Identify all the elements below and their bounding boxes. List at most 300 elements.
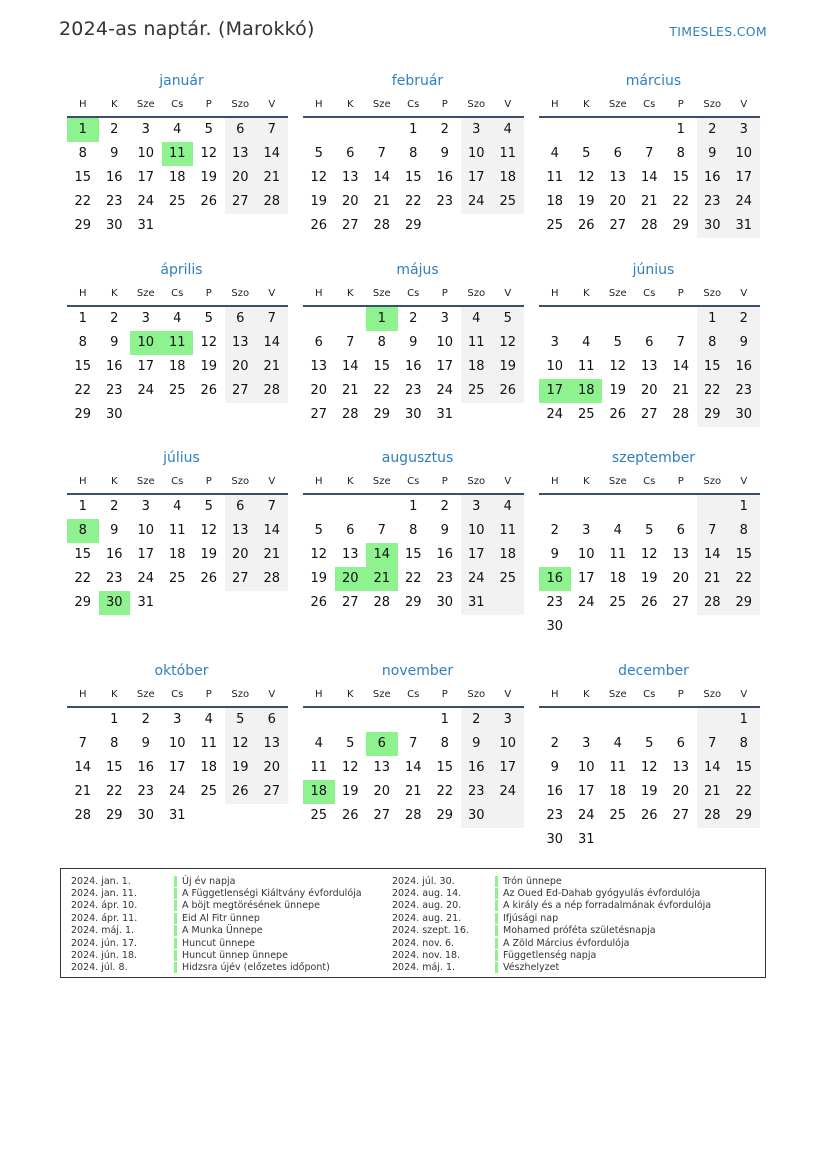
day-cell: 30 xyxy=(546,832,564,847)
legend-date: 2024. aug. 20. xyxy=(392,900,462,912)
week-row xyxy=(67,591,288,615)
day-cell: 5 xyxy=(204,499,213,514)
day-cell: 4 xyxy=(173,311,182,326)
day-cell: 7 xyxy=(409,736,418,751)
day-cell: 6 xyxy=(256,708,288,732)
legend-color-marker xyxy=(495,913,498,924)
holiday-day-cell: 10 xyxy=(130,331,162,355)
day-cell: 25 xyxy=(546,218,564,233)
day-cell: 27 xyxy=(256,780,288,804)
day-cell: 6 xyxy=(346,523,355,538)
day-cell: 24 xyxy=(577,808,595,823)
day-cell: 4 xyxy=(204,712,213,727)
legend-date: 2024. jan. 1. xyxy=(71,875,131,887)
day-cell: 31 xyxy=(461,591,493,615)
day-cell: 7 xyxy=(377,146,386,161)
day-cell: 30 xyxy=(105,218,123,233)
day-cell: 27 xyxy=(310,407,328,422)
legend-row xyxy=(71,875,362,887)
weekday-label: H xyxy=(78,288,87,299)
brand-link[interactable]: TIMESLES.COM xyxy=(669,24,767,39)
week-row xyxy=(303,142,524,166)
holiday-day-cell: 11 xyxy=(162,331,194,355)
day-cell: 9 xyxy=(409,335,418,350)
holiday-day-cell: 30 xyxy=(99,591,131,615)
day-cell: 2 xyxy=(409,311,418,326)
month-szeptember xyxy=(539,448,760,639)
empty-cell xyxy=(303,307,335,331)
day-cell: 25 xyxy=(609,595,627,610)
day-cell: 16 xyxy=(404,359,422,374)
weekday-label: K xyxy=(582,689,590,700)
empty-cell xyxy=(303,118,335,142)
empty-cell xyxy=(571,495,603,519)
day-cell: 17 xyxy=(137,359,155,374)
legend-date: 2024. nov. 18. xyxy=(392,950,461,962)
week-row xyxy=(539,166,760,190)
day-cell: 1 xyxy=(78,311,87,326)
empty-cell xyxy=(398,708,430,732)
day-cell: 7 xyxy=(256,495,288,519)
empty-cell xyxy=(539,118,571,142)
empty-cell xyxy=(634,708,666,732)
day-cell: 21 xyxy=(341,383,359,398)
day-cell: 12 xyxy=(341,760,359,775)
weekday-label: K xyxy=(110,288,118,299)
weekday-label: Sze xyxy=(372,288,391,299)
day-cell: 17 xyxy=(492,756,524,780)
day-cell: 11 xyxy=(200,736,218,751)
day-cell: 27 xyxy=(672,595,690,610)
day-cell: 22 xyxy=(672,194,690,209)
empty-cell xyxy=(634,307,666,331)
day-cell: 20 xyxy=(256,756,288,780)
empty-cell xyxy=(366,118,398,142)
day-cell: 16 xyxy=(728,355,760,379)
day-cell: 25 xyxy=(168,571,186,586)
day-cell: 13 xyxy=(640,359,658,374)
day-cell: 16 xyxy=(105,547,123,562)
weekday-label: P xyxy=(677,689,684,700)
day-cell: 19 xyxy=(310,194,328,209)
day-cell: 8 xyxy=(440,736,449,751)
day-cell: 10 xyxy=(436,335,454,350)
day-cell: 2 xyxy=(110,311,119,326)
month-name: szeptember xyxy=(611,450,696,466)
day-cell: 31 xyxy=(577,832,595,847)
day-cell: 6 xyxy=(225,118,257,142)
day-cell: 26 xyxy=(341,808,359,823)
empty-cell xyxy=(225,591,257,615)
empty-cell xyxy=(697,828,729,852)
day-cell: 3 xyxy=(582,523,591,538)
week-row xyxy=(67,142,288,166)
day-cell: 22 xyxy=(436,784,454,799)
holiday-legend xyxy=(60,868,766,978)
empty-cell xyxy=(602,307,634,331)
weekday-header-row xyxy=(539,471,760,493)
day-cell: 7 xyxy=(697,732,729,756)
week-row xyxy=(67,379,288,403)
month-name: február xyxy=(391,73,444,89)
day-cell: 15 xyxy=(74,547,92,562)
day-cell: 13 xyxy=(672,760,690,775)
day-cell: 6 xyxy=(645,335,654,350)
day-cell: 29 xyxy=(74,407,92,422)
week-row xyxy=(303,403,524,427)
legend-holiday-name: Függetlenség napja xyxy=(503,950,597,962)
weekday-label: Sze xyxy=(372,476,391,487)
day-cell: 3 xyxy=(728,118,760,142)
month-name: október xyxy=(154,663,209,679)
day-cell: 5 xyxy=(204,122,213,137)
day-cell: 27 xyxy=(341,218,359,233)
day-cell: 21 xyxy=(697,567,729,591)
day-cell: 15 xyxy=(404,547,422,562)
day-cell: 10 xyxy=(137,523,155,538)
day-cell: 1 xyxy=(409,122,418,137)
day-cell: 3 xyxy=(492,708,524,732)
weekday-label: V xyxy=(268,476,276,487)
legend-date: 2024. jún. 17. xyxy=(71,937,138,949)
day-cell: 20 xyxy=(310,383,328,398)
legend-column-left xyxy=(71,875,362,974)
day-cell: 28 xyxy=(640,218,658,233)
day-cell: 9 xyxy=(440,146,449,161)
week-row xyxy=(539,495,760,519)
legend-date: 2024. aug. 21. xyxy=(392,912,462,924)
weekday-label: K xyxy=(346,288,354,299)
week-row xyxy=(67,567,288,591)
weekday-label: Szo xyxy=(231,99,250,110)
legend-row xyxy=(71,962,362,974)
day-cell: 2 xyxy=(697,118,729,142)
holiday-day-cell: 1 xyxy=(67,118,99,142)
weekday-label: V xyxy=(740,99,748,110)
legend-holiday-name: Trón ünnepe xyxy=(503,875,562,887)
day-cell: 4 xyxy=(492,495,524,519)
week-row xyxy=(539,780,760,804)
day-cell: 21 xyxy=(256,166,288,190)
day-cell: 9 xyxy=(728,331,760,355)
day-cell: 28 xyxy=(672,407,690,422)
day-cell: 14 xyxy=(697,543,729,567)
day-cell: 9 xyxy=(110,146,119,161)
day-cell: 20 xyxy=(341,194,359,209)
day-cell: 27 xyxy=(341,595,359,610)
day-cell: 20 xyxy=(225,543,257,567)
legend-date: 2024. szept. 16. xyxy=(392,925,469,937)
empty-cell xyxy=(335,118,367,142)
weekday-label: Cs xyxy=(407,476,420,487)
day-cell: 2 xyxy=(440,499,449,514)
legend-holiday-name: Huncut ünnepe xyxy=(182,937,255,949)
empty-cell xyxy=(665,828,697,852)
weekday-label: Cs xyxy=(643,99,656,110)
day-cell: 22 xyxy=(404,571,422,586)
legend-row xyxy=(392,887,711,899)
weekday-header-row xyxy=(539,94,760,116)
day-cell: 31 xyxy=(137,218,155,233)
day-cell: 18 xyxy=(609,571,627,586)
day-cell: 5 xyxy=(346,736,355,751)
week-row xyxy=(539,190,760,214)
week-row xyxy=(303,804,524,828)
day-cell: 19 xyxy=(640,784,658,799)
day-cell: 23 xyxy=(546,595,564,610)
day-cell: 28 xyxy=(256,567,288,591)
month-április xyxy=(67,260,288,427)
legend-row xyxy=(71,937,362,949)
day-cell: 9 xyxy=(110,335,119,350)
day-cell: 29 xyxy=(74,595,92,610)
day-cell: 4 xyxy=(314,736,323,751)
legend-row xyxy=(71,925,362,937)
day-cell: 29 xyxy=(697,403,729,427)
day-cell: 26 xyxy=(200,194,218,209)
weekday-label: Sze xyxy=(608,476,627,487)
month-name: március xyxy=(625,73,682,89)
weekday-header-row xyxy=(539,684,760,706)
month-name: június xyxy=(632,262,675,278)
week-row xyxy=(303,331,524,355)
weekday-label: Cs xyxy=(171,689,184,700)
day-cell: 14 xyxy=(697,756,729,780)
day-cell: 23 xyxy=(728,379,760,403)
day-cell: 15 xyxy=(728,756,760,780)
day-cell: 18 xyxy=(461,355,493,379)
day-cell: 11 xyxy=(492,142,524,166)
weekday-label: K xyxy=(346,689,354,700)
day-cell: 19 xyxy=(577,194,595,209)
empty-cell xyxy=(602,615,634,639)
day-cell: 27 xyxy=(225,567,257,591)
day-cell: 10 xyxy=(168,736,186,751)
day-cell: 13 xyxy=(341,547,359,562)
legend-color-marker xyxy=(495,876,498,887)
weekday-label: Szo xyxy=(467,476,486,487)
legend-row xyxy=(71,887,362,899)
day-cell: 19 xyxy=(200,359,218,374)
day-cell: 19 xyxy=(200,547,218,562)
empty-cell xyxy=(193,804,225,828)
day-cell: 31 xyxy=(168,808,186,823)
weekday-label: H xyxy=(78,689,87,700)
day-cell: 17 xyxy=(168,760,186,775)
weekday-label: Sze xyxy=(608,689,627,700)
day-cell: 29 xyxy=(728,591,760,615)
month-name: április xyxy=(160,262,203,278)
weekday-label: V xyxy=(268,99,276,110)
day-cell: 29 xyxy=(105,808,123,823)
day-cell: 3 xyxy=(141,499,150,514)
weekday-label: P xyxy=(441,99,448,110)
day-cell: 17 xyxy=(137,547,155,562)
day-cell: 19 xyxy=(492,355,524,379)
day-cell: 3 xyxy=(461,118,493,142)
legend-date: 2024. jan. 11. xyxy=(71,888,137,900)
empty-cell xyxy=(539,708,571,732)
day-cell: 13 xyxy=(609,170,627,185)
weekday-label: Cs xyxy=(407,99,420,110)
legend-date: 2024. aug. 14. xyxy=(392,888,462,900)
week-row xyxy=(539,708,760,732)
week-row xyxy=(303,190,524,214)
legend-holiday-name: A Függetlenségi Kiáltvány évfordulója xyxy=(182,888,362,900)
legend-color-marker xyxy=(174,913,177,924)
weekday-label: K xyxy=(346,476,354,487)
day-cell: 10 xyxy=(461,519,493,543)
weekday-label: K xyxy=(582,288,590,299)
day-cell: 19 xyxy=(200,170,218,185)
empty-cell xyxy=(162,403,194,427)
day-cell: 24 xyxy=(546,407,564,422)
day-cell: 8 xyxy=(728,519,760,543)
legend-color-marker xyxy=(495,938,498,949)
empty-cell xyxy=(256,214,288,238)
day-cell: 15 xyxy=(74,359,92,374)
day-cell: 8 xyxy=(409,146,418,161)
day-cell: 25 xyxy=(609,808,627,823)
day-cell: 5 xyxy=(314,523,323,538)
empty-cell xyxy=(225,214,257,238)
weekday-header-row xyxy=(67,684,288,706)
empty-cell xyxy=(335,708,367,732)
legend-row xyxy=(71,912,362,924)
legend-holiday-name: Az Oued Ed-Dahab gyógyulás évfordulója xyxy=(503,888,701,900)
day-cell: 29 xyxy=(373,407,391,422)
day-cell: 10 xyxy=(577,547,595,562)
day-cell: 12 xyxy=(200,335,218,350)
month-name: július xyxy=(163,450,200,466)
weekday-label: Szo xyxy=(703,99,722,110)
day-cell: 21 xyxy=(256,355,288,379)
weekday-label: K xyxy=(582,99,590,110)
empty-cell xyxy=(571,615,603,639)
weekday-label: P xyxy=(205,689,212,700)
weekday-label: K xyxy=(582,476,590,487)
legend-date: 2024. ápr. 11. xyxy=(71,912,138,924)
week-row xyxy=(539,142,760,166)
day-cell: 10 xyxy=(546,359,564,374)
empty-cell xyxy=(492,403,524,427)
day-cell: 21 xyxy=(640,194,658,209)
week-row xyxy=(67,708,288,732)
empty-cell xyxy=(728,615,760,639)
weekday-label: Cs xyxy=(643,288,656,299)
week-row xyxy=(303,780,524,804)
empty-cell xyxy=(728,828,760,852)
empty-cell xyxy=(665,495,697,519)
day-cell: 27 xyxy=(225,379,257,403)
week-row xyxy=(539,804,760,828)
day-cell: 2 xyxy=(550,736,559,751)
day-cell: 26 xyxy=(225,780,257,804)
day-cell: 30 xyxy=(137,808,155,823)
empty-cell xyxy=(256,591,288,615)
day-cell: 14 xyxy=(640,170,658,185)
weekday-label: Cs xyxy=(643,476,656,487)
week-row xyxy=(303,307,524,331)
day-cell: 30 xyxy=(461,804,493,828)
legend-row xyxy=(392,962,711,974)
week-row xyxy=(303,567,524,591)
week-row xyxy=(67,307,288,331)
empty-cell xyxy=(492,591,524,615)
week-row xyxy=(67,166,288,190)
week-row xyxy=(67,495,288,519)
legend-color-marker xyxy=(495,888,498,899)
legend-row xyxy=(392,875,711,887)
day-cell: 30 xyxy=(546,619,564,634)
day-cell: 15 xyxy=(436,760,454,775)
week-row xyxy=(303,732,524,756)
day-cell: 7 xyxy=(697,519,729,543)
day-cell: 12 xyxy=(640,547,658,562)
weekday-label: V xyxy=(504,689,512,700)
day-cell: 8 xyxy=(697,331,729,355)
day-cell: 30 xyxy=(404,407,422,422)
day-cell: 17 xyxy=(461,166,493,190)
legend-color-marker xyxy=(174,888,177,899)
day-cell: 15 xyxy=(373,359,391,374)
day-cell: 27 xyxy=(640,407,658,422)
weekday-label: H xyxy=(314,476,323,487)
day-cell: 23 xyxy=(436,194,454,209)
month-augusztus xyxy=(303,448,524,615)
empty-cell xyxy=(193,591,225,615)
holiday-day-cell: 18 xyxy=(571,379,603,403)
weekday-label: Szo xyxy=(231,288,250,299)
day-cell: 1 xyxy=(728,708,760,732)
month-július xyxy=(67,448,288,615)
legend-row xyxy=(71,900,362,912)
day-cell: 12 xyxy=(609,359,627,374)
weekday-label: Cs xyxy=(407,288,420,299)
weekday-label: Cs xyxy=(171,476,184,487)
day-cell: 2 xyxy=(728,307,760,331)
day-cell: 10 xyxy=(492,732,524,756)
day-cell: 23 xyxy=(404,383,422,398)
day-cell: 8 xyxy=(377,335,386,350)
day-cell: 26 xyxy=(640,808,658,823)
day-cell: 5 xyxy=(225,708,257,732)
legend-row xyxy=(392,912,711,924)
holiday-day-cell: 14 xyxy=(366,543,398,567)
day-cell: 14 xyxy=(256,331,288,355)
day-cell: 1 xyxy=(440,712,449,727)
weekday-label: P xyxy=(677,288,684,299)
day-cell: 5 xyxy=(613,335,622,350)
day-cell: 14 xyxy=(256,142,288,166)
empty-cell xyxy=(193,214,225,238)
day-cell: 16 xyxy=(461,756,493,780)
week-row xyxy=(67,804,288,828)
day-cell: 5 xyxy=(582,146,591,161)
day-cell: 9 xyxy=(461,732,493,756)
legend-date: 2024. ápr. 10. xyxy=(71,900,138,912)
day-cell: 14 xyxy=(373,170,391,185)
weekday-label: Cs xyxy=(643,689,656,700)
day-cell: 26 xyxy=(310,595,328,610)
day-cell: 24 xyxy=(137,571,155,586)
weekday-label: V xyxy=(740,476,748,487)
day-cell: 18 xyxy=(609,784,627,799)
day-cell: 25 xyxy=(200,784,218,799)
weekday-header-row xyxy=(67,471,288,493)
day-cell: 6 xyxy=(676,736,685,751)
day-cell: 2 xyxy=(110,499,119,514)
